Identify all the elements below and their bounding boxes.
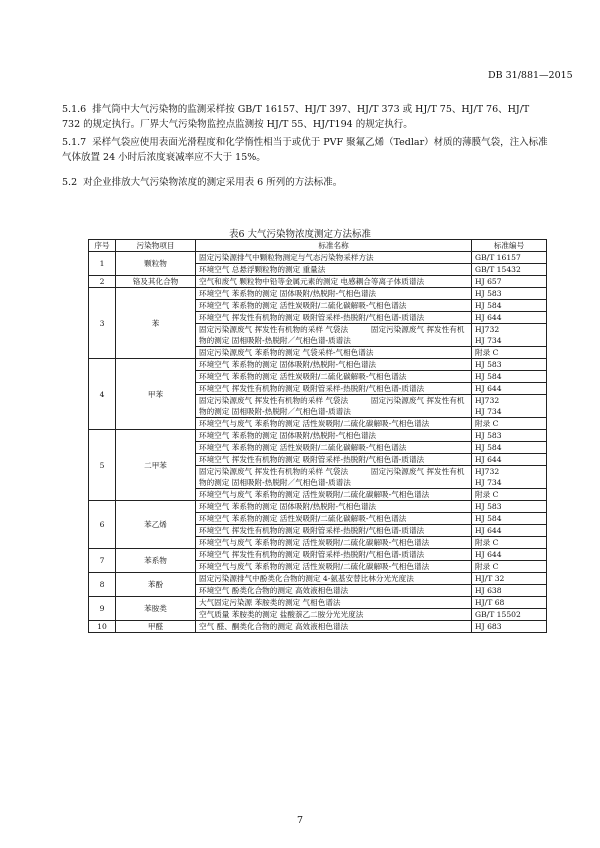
clause-text: 对企业排放大气污染物浓度的测定采用表 6 所列的方法标准。 — [83, 177, 343, 188]
table-row — [89, 252, 547, 264]
row-number: 1 — [89, 252, 116, 276]
paragraph-5-1-7 — [62, 135, 550, 165]
pollutant-name: 二甲苯 — [116, 430, 196, 501]
table-header-row — [89, 240, 547, 252]
standard-code: HJ 584 — [472, 371, 547, 383]
standard-code: HJ 644 — [472, 549, 547, 561]
pollutant-name: 苯乙烯 — [116, 501, 196, 549]
header-no: 序号 — [89, 240, 116, 252]
table-row — [89, 359, 547, 371]
header-pollutant: 污染物项目 — [116, 240, 196, 252]
standard-code: HJ732 HJ 734 — [472, 324, 547, 347]
standard-name: 空气和废气 颗粒物中铅等金属元素的测定 电感耦合等离子体质谱法 — [196, 276, 472, 288]
standard-name: 固定污染源排气中酚类化合物的测定 4-氨基安替比林分光光度法 — [196, 573, 472, 585]
standard-name: 固定污染源废气 苯系物的测定 气袋采样-气相色谱法 — [196, 347, 472, 359]
standard-name: 环境空气 挥发性有机物的测定 吸附管采样-热脱附/气相色谱-质谱法 — [196, 383, 472, 395]
standard-code: HJ732 HJ 734 — [472, 466, 547, 489]
standard-code: HJ 638 — [472, 585, 547, 597]
standard-name: 环境空气与废气 苯系物的测定 活性炭吸附/二硫化碳解吸-气相色谱法 — [196, 537, 472, 549]
pollutant-name: 甲醛 — [116, 621, 196, 633]
standard-code: HJ 584 — [472, 300, 547, 312]
standard-name: 空气 醛、酮类化合物的测定 高效液相色谱法 — [196, 621, 472, 633]
standard-code: 附录 C — [472, 347, 547, 359]
clause-text: 采样气袋应使用表面光滑程度和化学惰性相当于或优于 PVF 聚氟乙烯（Tedlar）材质的薄膜气袋，注入标准气体放置 24 小时后浓度衰减率应不大于 15%。 — [62, 137, 548, 163]
pollutant-name: 颗粒物 — [116, 252, 196, 276]
standard-code: HJ 583 — [472, 430, 547, 442]
row-number: 3 — [89, 288, 116, 359]
row-number: 6 — [89, 501, 116, 549]
standard-name: 大气固定污染源 苯胺类的测定 气相色谱法 — [196, 597, 472, 609]
header-standard-code: 标准编号 — [472, 240, 547, 252]
standard-name: 环境空气 苯系物的测定 活性炭吸附/二硫化碳解吸-气相色谱法 — [196, 300, 472, 312]
standard-name: 环境空气 苯系物的测定 活性炭吸附/二硫化碳解吸-气相色谱法 — [196, 371, 472, 383]
standard-code: HJ 584 — [472, 442, 547, 454]
standard-code: HJ 583 — [472, 288, 547, 300]
standard-name: 环境空气 酚类化合物的测定 高效液相色谱法 — [196, 585, 472, 597]
standard-name: 环境空气与废气 苯系物的测定 活性炭吸附/二硫化碳解吸-气相色谱法 — [196, 418, 472, 430]
clause-number: 5.1.6 — [62, 104, 87, 115]
table-row — [89, 288, 547, 300]
standard-name: 环境空气 挥发性有机物的测定 吸附管采样-热脱附/气相色谱-质谱法 — [196, 549, 472, 561]
standard-name: 空气质量 苯胺类的测定 盐酸萘乙二胺分光光度法 — [196, 609, 472, 621]
standard-name: 固定污染源废气 挥发性有机物的采样 气袋法 固定污染源废气 挥发性有机物的测定 固相吸附-热脱附／气相色谱-质谱法 — [196, 324, 472, 347]
table-row — [89, 621, 547, 633]
methods-table — [88, 239, 547, 633]
row-number: 5 — [89, 430, 116, 501]
standard-name: 环境空气 苯系物的测定 固体吸附/热脱附-气相色谱法 — [196, 288, 472, 300]
standard-code: HJ/T 68 — [472, 597, 547, 609]
header-standard-name: 标准名称 — [196, 240, 472, 252]
standard-code: GB/T 15502 — [472, 609, 547, 621]
standard-name: 环境空气 苯系物的测定 活性炭吸附/二硫化碳解吸-气相色谱法 — [196, 442, 472, 454]
paragraph-5-2 — [62, 175, 550, 190]
pollutant-name: 甲苯 — [116, 359, 196, 430]
standard-name: 固定污染源废气 挥发性有机物的采样 气袋法 固定污染源废气 挥发性有机物的测定 固相吸附-热脱附／气相色谱-质谱法 — [196, 395, 472, 418]
standard-code: HJ 644 — [472, 312, 547, 324]
pollutant-name: 苯系物 — [116, 549, 196, 573]
table-caption: 表6 大气污染物浓度测定方法标准 — [228, 229, 372, 240]
standard-name: 环境空气与废气 苯系物的测定 活性炭吸附/二硫化碳解吸-气相色谱法 — [196, 561, 472, 573]
standard-name: 固定污染源废气 挥发性有机物的采样 气袋法 固定污染源废气 挥发性有机物的测定 固相吸附-热脱附／气相色谱-质谱法 — [196, 466, 472, 489]
standard-name: 固定污染源排气中颗粒物测定与气态污染物采样方法 — [196, 252, 472, 264]
pollutant-name: 苯酚 — [116, 573, 196, 597]
standard-name: 环境空气 苯系物的测定 固体吸附/热脱附-气相色谱法 — [196, 430, 472, 442]
document-code: DB 31/881—2015 — [488, 70, 573, 81]
standard-name: 环境空气 苯系物的测定 固体吸附/热脱附-气相色谱法 — [196, 501, 472, 513]
standard-code: GB/T 15432 — [472, 264, 547, 276]
standard-code: HJ 584 — [472, 513, 547, 525]
table-row — [89, 597, 547, 609]
standard-code: 附录 C — [472, 489, 547, 501]
row-number: 8 — [89, 573, 116, 597]
standard-code: HJ 583 — [472, 501, 547, 513]
row-number: 2 — [89, 276, 116, 288]
standard-code: HJ 644 — [472, 454, 547, 466]
standard-name: 环境空气 挥发性有机物的测定 吸附管采样-热脱附/气相色谱-质谱法 — [196, 525, 472, 537]
pollutant-name: 苯胺类 — [116, 597, 196, 621]
standard-code: HJ 657 — [472, 276, 547, 288]
standard-name: 环境空气 总悬浮颗粒物的测定 重量法 — [196, 264, 472, 276]
table-row — [89, 501, 547, 513]
page-number: 7 — [296, 815, 304, 826]
clause-number: 5.1.7 — [62, 137, 87, 148]
standard-code: 附录 C — [472, 537, 547, 549]
row-number: 10 — [89, 621, 116, 633]
table-row — [89, 573, 547, 585]
standard-code: HJ 683 — [472, 621, 547, 633]
row-number: 9 — [89, 597, 116, 621]
standard-name: 环境空气 挥发性有机物的测定 吸附管采样-热脱附/气相色谱-质谱法 — [196, 454, 472, 466]
standard-code: 附录 C — [472, 418, 547, 430]
standard-code: HJ732 HJ 734 — [472, 395, 547, 418]
clause-number: 5.2 — [62, 177, 78, 188]
standard-code: HJ 583 — [472, 359, 547, 371]
standard-name: 环境空气 苯系物的测定 固体吸附/热脱附-气相色谱法 — [196, 359, 472, 371]
table-row — [89, 549, 547, 561]
clause-text: 排气筒中大气污染物的监测采样按 GB/T 16157、HJ/T 397、HJ/T 373 或 HJ/T 75、HJ/T 76、HJ/T 732 的规定执行。厂界大气污染物监控点监测按 HJ/T 55、HJ/T194 的规定执行。 — [62, 104, 530, 130]
standard-name: 环境空气 挥发性有机物的测定 吸附管采样-热脱附/气相色谱-质谱法 — [196, 312, 472, 324]
standard-code: GB/T 16157 — [472, 252, 547, 264]
standard-name: 环境空气 苯系物的测定 活性炭吸附/二硫化碳解吸-气相色谱法 — [196, 513, 472, 525]
table-row — [89, 430, 547, 442]
pollutant-name: 铬及其化合物 — [116, 276, 196, 288]
table-row — [89, 276, 547, 288]
row-number: 7 — [89, 549, 116, 573]
standard-code: 附录 C — [472, 561, 547, 573]
pollutant-name: 苯 — [116, 288, 196, 359]
paragraph-5-1-6 — [62, 102, 550, 132]
standard-code: HJ 644 — [472, 525, 547, 537]
standard-code: HJ 644 — [472, 383, 547, 395]
standard-name: 环境空气与废气 苯系物的测定 活性炭吸附/二硫化碳解吸-气相色谱法 — [196, 489, 472, 501]
row-number: 4 — [89, 359, 116, 430]
standard-code: HJ/T 32 — [472, 573, 547, 585]
